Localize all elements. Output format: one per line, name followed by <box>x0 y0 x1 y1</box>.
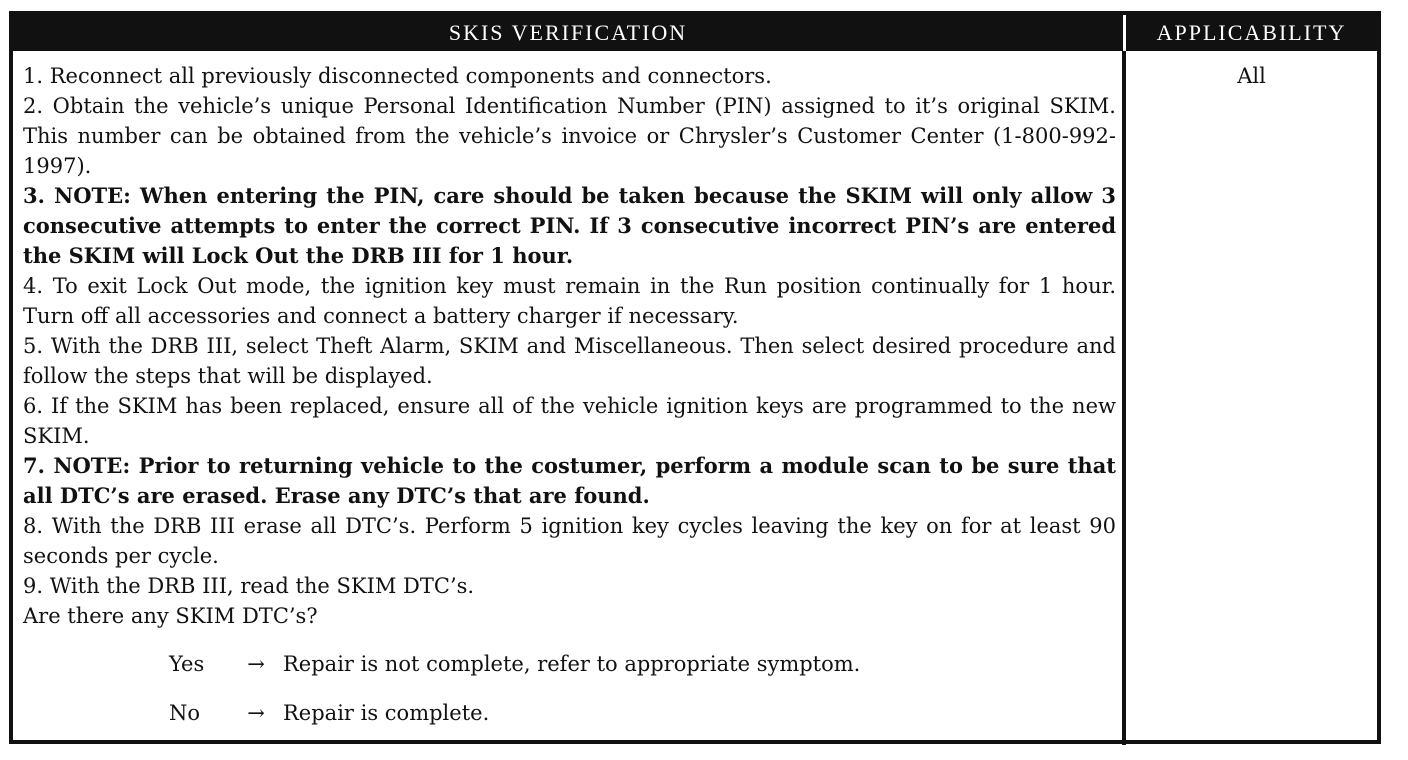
step-7-note: 7. NOTE: Prior to returning vehicle to the costumer, perform a module scan to be sure that all DTC’s are erased. Erase any DTC’s that are found. <box>23 453 1116 508</box>
arrow-right-icon: → <box>247 701 265 725</box>
answer-no-text: Repair is complete. <box>283 701 490 725</box>
header-skis-verification: SKIS VERIFICATION <box>13 15 1126 51</box>
answer-yes-label: Yes <box>169 652 205 676</box>
verification-table <box>9 11 1381 744</box>
procedure-cell <box>13 51 1126 745</box>
answer-yes-text: Repair is not complete, refer to appropriate symptom. <box>283 652 861 676</box>
step-8: 8. With the DRB III erase all DTC’s. Perform 5 ignition key cycles leaving the key on for at least 90 seconds per cycle. <box>23 514 1116 568</box>
answer-no-label: No <box>169 701 201 725</box>
answers <box>23 647 1116 730</box>
header-applicability: APPLICABILITY <box>1126 15 1377 51</box>
step-4: 4. To exit Lock Out mode, the ignition key must remain in the Run position continually for 1 hour. Turn off all accessories and connect a battery charger if necessary. <box>23 274 1116 328</box>
arrow-right-icon: → <box>247 652 265 676</box>
question: Are there any SKIM DTC’s? <box>23 604 318 628</box>
step-6: 6. If the SKIM has been replaced, ensure all of the vehicle ignition keys are programmed to the new SKIM. <box>23 394 1116 448</box>
answer-yes <box>169 647 1116 681</box>
step-1: 1. Reconnect all previously disconnected components and connectors. <box>23 64 772 88</box>
applicability-cell: All <box>1237 64 1266 88</box>
step-5: 5. With the DRB III, select Theft Alarm, SKIM and Miscellaneous. Then select desired procedure and follow the steps that will be displayed. <box>23 334 1116 388</box>
answer-no <box>169 696 1116 730</box>
step-2: 2. Obtain the vehicle’s unique Personal Identification Number (PIN) assigned to it’s original SKIM. This number can be obtained from the vehicle’s invoice or Chrysler’s Customer Center (1-800-992-1997). <box>23 94 1116 178</box>
step-9: 9. With the DRB III, read the SKIM DTC’s. <box>23 574 475 598</box>
step-3-note: 3. NOTE: When entering the PIN, care should be taken because the SKIM will only allow 3 consecutive attempts to enter the correct PIN. If 3 consecutive incorrect PIN’s are entered the SKIM will Lock Out the DRB III for 1 hour. <box>23 183 1116 268</box>
